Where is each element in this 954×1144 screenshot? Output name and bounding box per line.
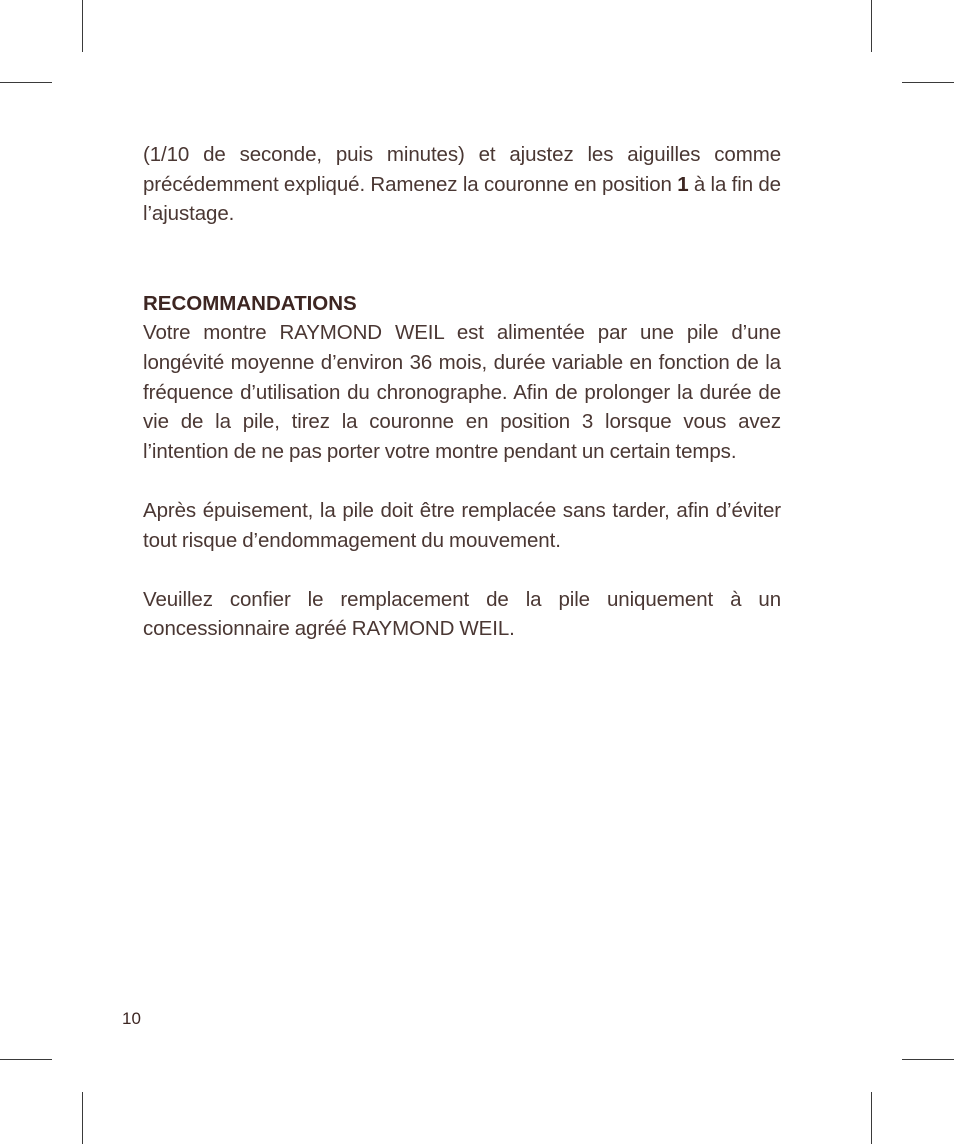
spacer (143, 555, 781, 585)
page-number: 10 (122, 1009, 141, 1028)
crop-mark-bottom-left-horizontal (0, 1059, 52, 1060)
crop-mark-bottom-right-vertical (871, 1092, 872, 1144)
spacer (143, 466, 781, 496)
crop-mark-top-left-horizontal (0, 82, 52, 83)
position-number: 1 (677, 172, 689, 196)
replacement-paragraph: Après épuisement, la pile doit être remplacée sans tarder, afin d’éviter tout risque d’endommagement du mouvement. (143, 498, 781, 552)
crop-mark-top-right-vertical (871, 0, 872, 52)
intro-text-end: à la fin de l’ajustage. (143, 172, 781, 226)
crop-mark-top-right-horizontal (902, 82, 954, 83)
section-heading: RECOMMANDATIONS (143, 291, 357, 315)
intro-paragraph (143, 140, 781, 229)
crop-mark-bottom-left-vertical (82, 1092, 83, 1144)
battery-paragraph: Votre montre RAYMOND WEIL est alimentée par une pile d’une longévité moyenne d’environ 36 mois, durée variable en fonction de la fréquence d’utilisation du chronographe. Afin de prolonger la durée de vie de la pile, tirez la couronne en position 3 lorsque vous avez l’intention de ne pas porter votre montre pendant un certain temps. (143, 321, 781, 463)
intro-text-start: (1/10 de seconde, puis minutes) et ajustez les aiguilles comme précédemment expliqué. Ramenez la couronne en position (143, 143, 781, 196)
dealer-paragraph: Veuillez confier le remplacement de la pile uniquement à un concessionnaire agréé RAYMOND WEIL. (143, 587, 781, 641)
crop-mark-top-left-vertical (82, 0, 83, 52)
spacer (143, 229, 781, 289)
page-content (143, 140, 781, 644)
crop-mark-bottom-right-horizontal (902, 1059, 954, 1060)
